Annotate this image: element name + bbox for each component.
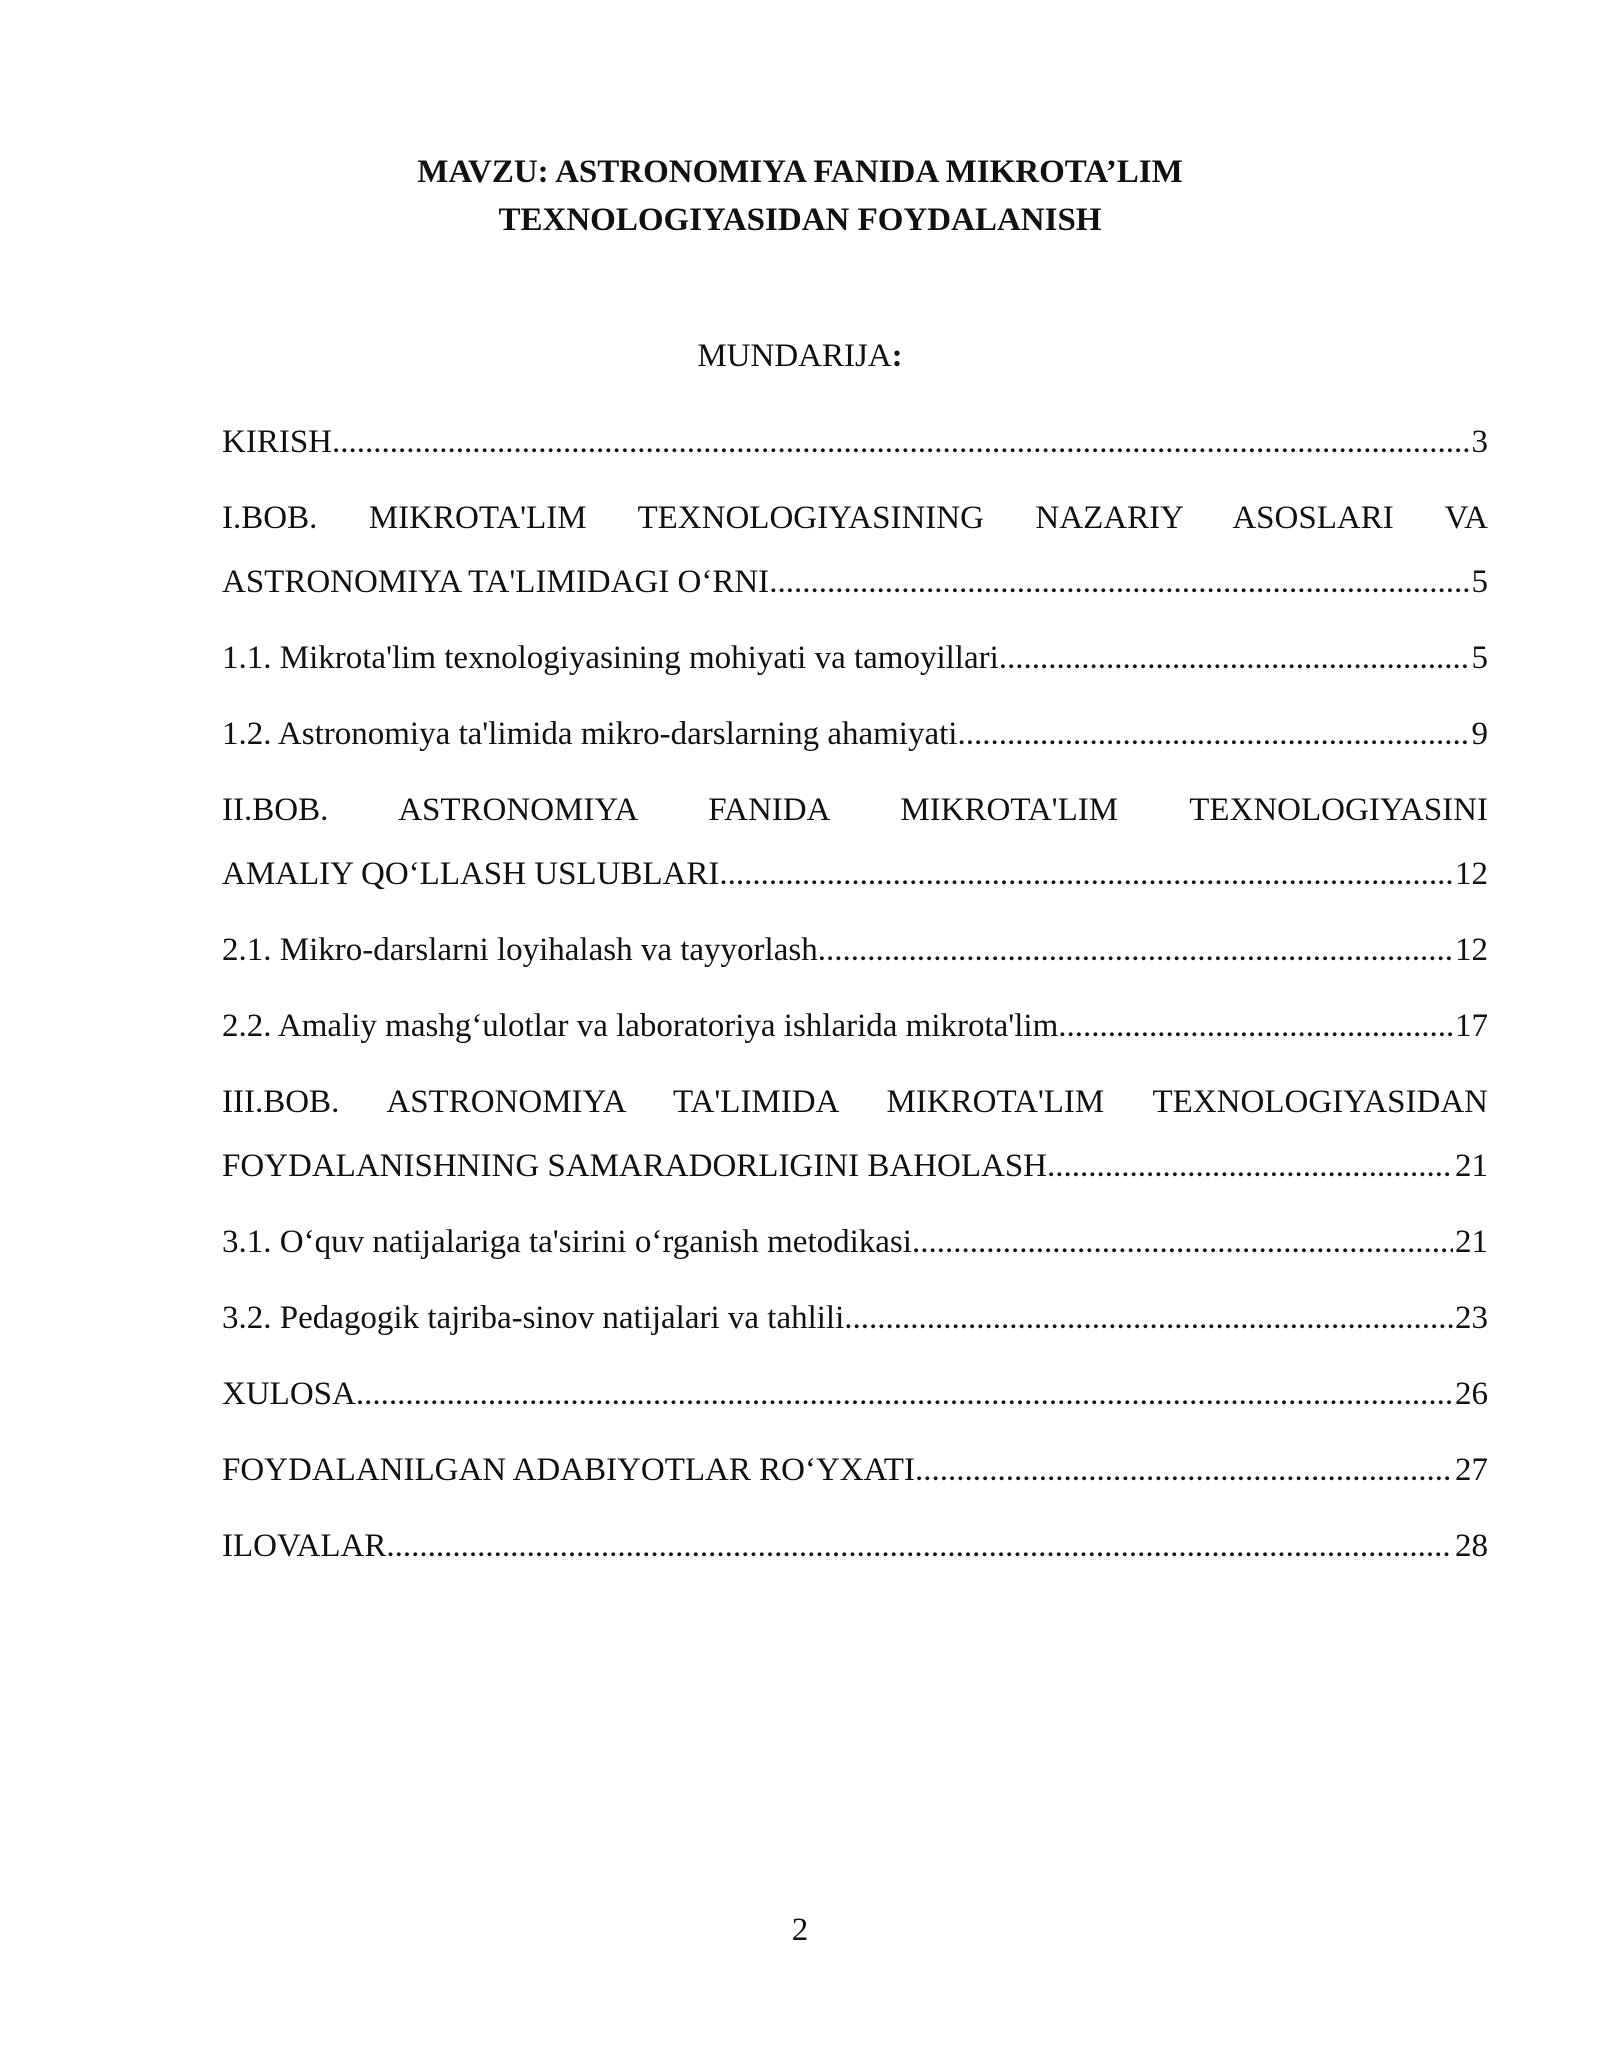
toc-entry-2-1[interactable] xyxy=(222,928,1488,972)
document-title-line-2: TEXNOLOGIYASIDAN FOYDALANISH xyxy=(498,202,1102,238)
toc-entry-page: 21 xyxy=(1455,1224,1488,1260)
toc-entry-label: 3.2. Pedagogik tajriba-sinov natijalari va tahlili xyxy=(222,1300,845,1336)
toc-entry-chapter-1-line-2[interactable] xyxy=(222,560,1488,604)
toc-entry-3-1[interactable] xyxy=(222,1220,1488,1264)
toc-leader-dots xyxy=(912,1220,1453,1264)
toc-heading-text: MUNDARIJA xyxy=(697,338,892,374)
toc-entry-page: 5 xyxy=(1471,564,1488,600)
toc-entry-page: 12 xyxy=(1455,932,1488,968)
toc-entry-label: 3.1. O‘quv natijalariga ta'sirini o‘rganish metodikasi xyxy=(222,1224,912,1260)
toc-chapter-1-title: I.BOB. MIKROTA'LIM TEXNOLOGIYASINING NAZARIY ASOSLARI VA xyxy=(222,500,1488,536)
document-title-line-1: MAVZU: ASTRONOMIYA FANIDA MIKROTA’LIM xyxy=(417,154,1183,190)
toc-chapter-3-title-cont: FOYDALANISHNING SAMARADORLIGINI BAHOLASH xyxy=(222,1148,1047,1184)
toc-entry-2-2[interactable] xyxy=(222,1004,1488,1048)
toc-leader-dots xyxy=(844,1296,1453,1340)
toc-leader-dots xyxy=(1058,1004,1453,1048)
toc-entry-chapter-1-line-1[interactable] xyxy=(222,496,1488,540)
toc-leader-dots xyxy=(957,712,1469,756)
toc-leader-dots xyxy=(915,1448,1453,1492)
toc-entry-chapter-2-line-2[interactable] xyxy=(222,852,1488,896)
toc-entry-label: 2.2. Amaliy mashg‘ulotlar va laboratoriya ishlarida mikrota'lim xyxy=(222,1008,1059,1044)
toc-entry-label: 1.1. Mikrota'lim texnologiyasining mohiyati va tamoyillari xyxy=(222,640,999,676)
toc-entry-label: 1.2. Astronomiya ta'limida mikro-darslarning ahamiyati xyxy=(222,716,958,752)
toc-entry-label: 2.1. Mikro-darslarni loyihalash va tayyorlash xyxy=(222,932,818,968)
toc-entry-page: 9 xyxy=(1471,716,1488,752)
toc-entry-adabiyotlar[interactable] xyxy=(222,1448,1488,1492)
document-title xyxy=(0,148,1600,244)
toc-leader-dots xyxy=(999,636,1470,680)
toc-entry-label: KIRISH xyxy=(222,424,333,460)
toc-heading xyxy=(0,334,1600,378)
toc-entry-page: 5 xyxy=(1471,640,1488,676)
toc-chapter-3-title: III.BOB. ASTRONOMIYA TA'LIMIDA MIKROTA'LIM TEXNOLOGIYASIDAN xyxy=(222,1084,1488,1120)
toc-chapter-2-title-cont: AMALIY QO‘LLASH USLUBLARI xyxy=(222,856,720,892)
toc-entry-page: 28 xyxy=(1455,1528,1488,1564)
toc-entry-chapter-3-line-1[interactable] xyxy=(222,1080,1488,1124)
toc-leader-dots xyxy=(1047,1144,1453,1188)
toc-leader-dots xyxy=(769,560,1469,604)
toc-leader-dots xyxy=(818,928,1453,972)
toc-entry-page: 17 xyxy=(1455,1008,1488,1044)
toc-entry-chapter-2-line-1[interactable] xyxy=(222,788,1488,832)
toc-leader-dots xyxy=(386,1524,1453,1568)
toc-entry-3-2[interactable] xyxy=(222,1296,1488,1340)
toc-entry-kirish[interactable] xyxy=(222,420,1488,464)
toc-leader-dots xyxy=(356,1372,1453,1416)
toc-entry-page: 12 xyxy=(1455,856,1488,892)
page-number: 2 xyxy=(791,1912,809,1948)
toc-entry-page: 21 xyxy=(1455,1148,1488,1184)
toc-entry-label: ILOVALAR xyxy=(222,1528,387,1564)
toc-entry-page: 23 xyxy=(1455,1300,1488,1336)
toc-leader-dots xyxy=(719,852,1453,896)
toc-entry-xulosa[interactable] xyxy=(222,1372,1488,1416)
toc-chapter-1-title-cont: ASTRONOMIYA TA'LIMIDAGI O‘RNI xyxy=(222,564,770,600)
toc-leader-dots xyxy=(332,420,1469,464)
toc-entry-label: FOYDALANILGAN ADABIYOTLAR RO‘YXATI xyxy=(222,1452,915,1488)
toc-entry-page: 26 xyxy=(1455,1376,1488,1412)
toc-entry-chapter-3-line-2[interactable] xyxy=(222,1144,1488,1188)
toc-entry-1-1[interactable] xyxy=(222,636,1488,680)
toc-entry-label: XULOSA xyxy=(222,1376,356,1412)
toc-entry-1-2[interactable] xyxy=(222,712,1488,756)
toc-entry-page: 3 xyxy=(1471,424,1488,460)
toc-entry-page: 27 xyxy=(1455,1452,1488,1488)
toc-chapter-2-title: II.BOB. ASTRONOMIYA FANIDA MIKROTA'LIM TEXNOLOGIYASINI xyxy=(222,792,1488,828)
toc-entry-ilovalar[interactable] xyxy=(222,1524,1488,1568)
toc-heading-colon: : xyxy=(891,338,903,374)
